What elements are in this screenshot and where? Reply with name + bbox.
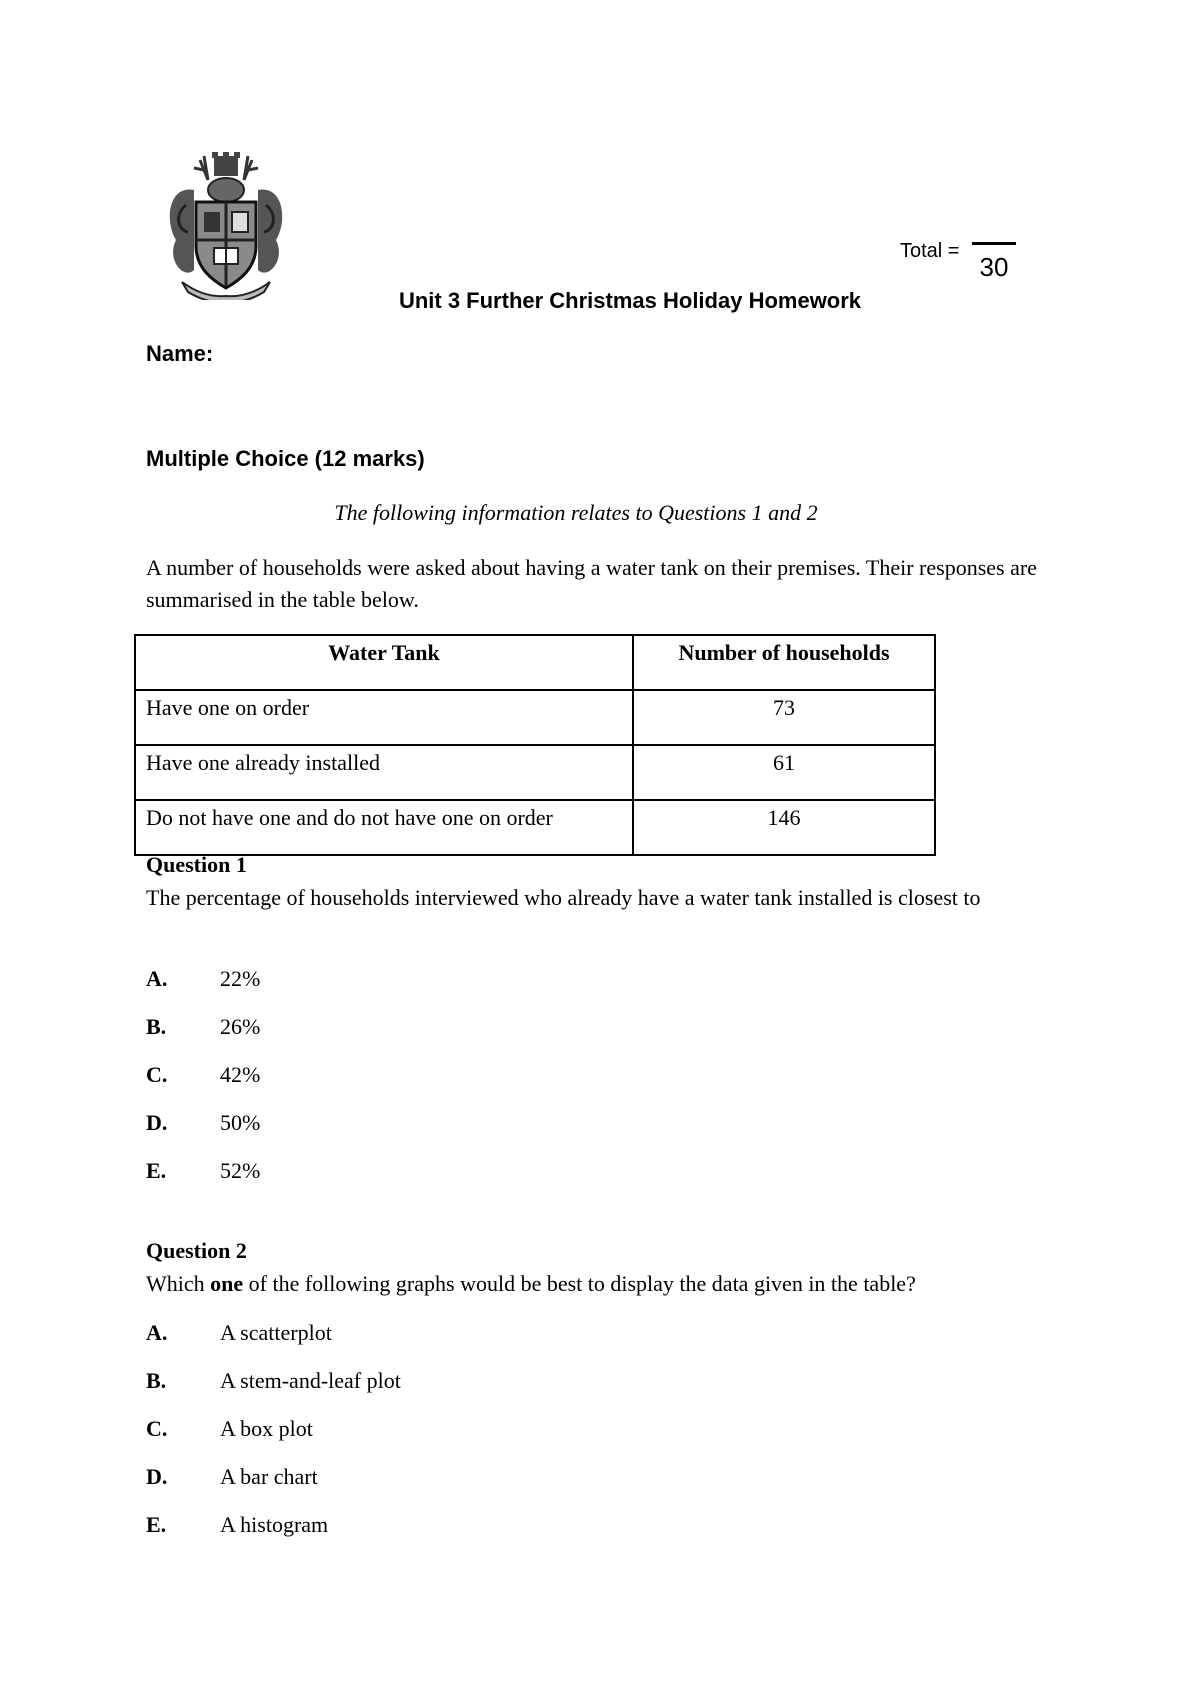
table-header-row [135, 635, 935, 690]
question-2-text-emphasis: one [210, 1271, 244, 1296]
total-marks [900, 240, 1020, 290]
option-letter: E. [146, 1512, 167, 1537]
option-text: 50% [220, 1110, 261, 1135]
table-header-cell: Water Tank [135, 635, 633, 690]
option-letter: D. [146, 1464, 168, 1489]
option-letter: E. [146, 1158, 167, 1183]
table-row [135, 800, 935, 855]
option-text: A stem-and-leaf plot [220, 1368, 401, 1393]
option-letter: A. [146, 1320, 168, 1345]
option-letter: B. [146, 1014, 167, 1039]
question-2-text-end: of the following graphs would be best to display the data given in the table? [243, 1271, 916, 1296]
option-letter: C. [146, 1416, 168, 1441]
option-text: 52% [220, 1158, 261, 1183]
document-title: Unit 3 Further Christmas Holiday Homework [398, 288, 862, 313]
table-header-cell: Number of households [633, 635, 935, 690]
total-blank-line [972, 242, 1016, 245]
table-cell: 61 [633, 745, 935, 800]
option-text: A histogram [220, 1512, 329, 1537]
total-label: Total = [900, 240, 960, 262]
table-cell: 73 [633, 690, 935, 745]
option-text: A bar chart [220, 1464, 318, 1489]
question-1-title: Question 1 [146, 852, 247, 877]
option-text: A box plot [220, 1416, 313, 1441]
info-intro: The following information relates to Questions 1 and 2 [334, 500, 818, 525]
school-crest-logo [164, 150, 288, 300]
table-row [135, 745, 935, 800]
option-letter: B. [146, 1368, 167, 1393]
option-text: A scatterplot [220, 1320, 332, 1345]
total-denominator: 30 [979, 252, 1009, 282]
option-letter: C. [146, 1062, 168, 1087]
table-cell: 146 [633, 800, 935, 855]
question-2-text-start: Which [146, 1271, 211, 1296]
option-text: 26% [220, 1014, 261, 1039]
option-letter: D. [146, 1110, 168, 1135]
table-cell: Do not have one and do not have one on order [135, 800, 633, 855]
data-table [134, 634, 936, 856]
question-2-title: Question 2 [146, 1238, 247, 1263]
option-letter: A. [146, 966, 168, 991]
table-row [135, 690, 935, 745]
section-heading: Multiple Choice (12 marks) [146, 446, 425, 471]
question-2-text [146, 1268, 1066, 1300]
table-cell: Have one already installed [135, 745, 633, 800]
info-text: A number of households were asked about having a water tank on their premises. Their responses are summarised in the table below. [146, 555, 1037, 612]
table-cell: Have one on order [135, 690, 633, 745]
option-text: 22% [220, 966, 261, 991]
name-label: Name: [146, 341, 214, 366]
question-1-text: The percentage of households interviewed who already have a water tank installed is closest to [146, 885, 981, 910]
option-text: 42% [220, 1062, 261, 1087]
